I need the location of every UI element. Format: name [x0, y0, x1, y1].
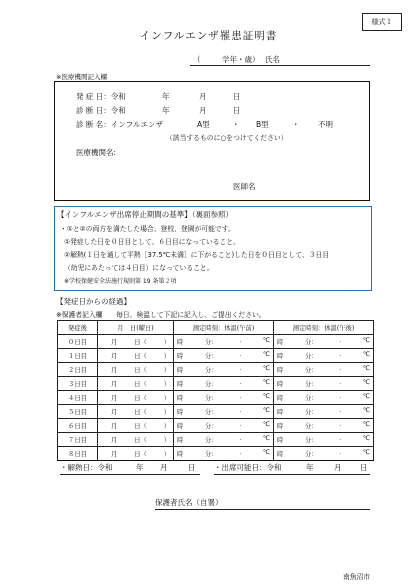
am-temperature-cell: [174, 405, 274, 419]
date-day: 日（: [134, 367, 147, 374]
am-unit: ℃: [262, 337, 270, 344]
day-count: ０日目: [68, 339, 87, 346]
am-hour: 時: [177, 381, 184, 388]
pm-unit: ℃: [362, 379, 370, 386]
fever-end-underline: [60, 474, 200, 475]
table-row: [58, 377, 374, 391]
header-pm-temperature: 測定時刻：体温(午後): [274, 321, 374, 335]
date-day: 日（: [134, 451, 147, 458]
am-decimal: .: [239, 421, 242, 428]
am-temperature-cell: [174, 391, 274, 405]
header-am-temperature: 測定時刻：体温(午前): [174, 321, 274, 335]
pm-decimal: .: [339, 421, 342, 428]
am-minute: 分：: [204, 437, 218, 444]
pm-hour: 時: [277, 409, 284, 416]
guardian-entry-note: ※保護者記入欄 毎日、検温して下記に記入し、ご提出ください。: [56, 311, 266, 319]
pm-minute: 分：: [304, 381, 318, 388]
student-name-underline: [190, 65, 370, 66]
pm-hour: 時: [277, 381, 284, 388]
pm-minute: 分：: [304, 437, 318, 444]
attendance-day: 日: [360, 463, 368, 472]
day-count-cell: [58, 419, 98, 433]
am-temperature-cell: [174, 363, 274, 377]
attendance-underline: [214, 474, 370, 475]
pm-minute: 分：: [304, 409, 318, 416]
attendance-year: 年: [306, 463, 314, 472]
pm-decimal: .: [339, 435, 342, 442]
date-month: 月: [111, 339, 118, 346]
am-minute: 分：: [204, 423, 218, 430]
date-cell: [98, 377, 174, 391]
am-hour: 時: [177, 451, 184, 458]
date-month: 月: [111, 437, 118, 444]
diagnosis-name-label: 診 断 名：インフルエンザ: [76, 120, 163, 129]
type-b-option: B型: [256, 120, 269, 129]
am-unit: ℃: [262, 365, 270, 372]
am-unit: ℃: [262, 449, 270, 456]
day-count: ２日目: [68, 367, 87, 374]
am-hour: 時: [177, 409, 184, 416]
day-count: ５日目: [68, 409, 87, 416]
date-weekday-close: ）: [163, 367, 170, 374]
day-count-cell: [58, 363, 98, 377]
pm-hour: 時: [277, 423, 284, 430]
day-count: ７日目: [68, 437, 87, 444]
attendance-month: 月: [334, 463, 342, 472]
pm-hour: 時: [277, 339, 284, 346]
am-minute: 分：: [204, 451, 218, 458]
date-weekday-close: ）: [163, 437, 170, 444]
date-weekday-close: ）: [163, 423, 170, 430]
am-decimal: .: [239, 379, 242, 386]
am-unit: ℃: [262, 379, 270, 386]
student-name-label: 氏名: [265, 55, 280, 64]
form-id: 様式１: [371, 18, 393, 26]
am-decimal: .: [239, 351, 242, 358]
attendance-date-label: ・出席可能日：令和: [214, 463, 282, 472]
date-weekday-close: ）: [163, 451, 170, 458]
table-row: [58, 447, 374, 461]
date-weekday-close: ）: [163, 409, 170, 416]
am-minute: 分：: [204, 339, 218, 346]
date-month: 月: [111, 367, 118, 374]
issuing-city: 南魚沼市: [343, 573, 371, 581]
pm-hour: 時: [277, 367, 284, 374]
pm-temperature-cell: [274, 419, 374, 433]
date-weekday-close: ）: [163, 381, 170, 388]
date-cell: [98, 433, 174, 447]
onset-date-label: 発 症 日：令和: [76, 92, 126, 101]
day-count: ８日目: [68, 451, 87, 458]
am-unit: ℃: [262, 351, 270, 358]
criteria-line-1: ・①と②の両方を満たした場合、登校、登園が可能です。: [60, 225, 235, 233]
fever-end-day: 日: [188, 463, 196, 472]
pm-temperature-cell: [274, 335, 374, 349]
medical-section-label: ※医療機関記入欄: [56, 73, 107, 81]
criteria-legal-reference: ※学校保健安全法施行規則第 19 条第２項: [64, 278, 177, 285]
date-day: 日（: [134, 437, 147, 444]
am-temperature-cell: [174, 335, 274, 349]
guardian-signature-label: 保護者氏名（自署）: [155, 498, 223, 507]
date-cell: [98, 391, 174, 405]
diagnosis-month: 月: [199, 106, 207, 115]
doctor-label: 医師名: [233, 182, 256, 191]
am-minute: 分：: [204, 381, 218, 388]
pm-decimal: .: [339, 337, 342, 344]
pm-unit: ℃: [362, 393, 370, 400]
pm-hour: 時: [277, 353, 284, 360]
am-temperature-cell: [174, 419, 274, 433]
date-cell: [98, 335, 174, 349]
am-hour: 時: [177, 437, 184, 444]
am-hour: 時: [177, 423, 184, 430]
diagnosis-instruction: （該当するものに○をつけてください）: [166, 134, 288, 142]
table-row: [58, 349, 374, 363]
am-decimal: .: [239, 435, 242, 442]
type-a-option: A型: [197, 120, 210, 129]
fever-end-month: 月: [160, 463, 168, 472]
date-cell: [98, 349, 174, 363]
pm-temperature-cell: [274, 363, 374, 377]
criteria-line-3: ②解熱(１日を通して平熱［37.5℃未満］に下がること)した日を０日目として、３日目: [64, 251, 330, 259]
pm-minute: 分：: [304, 395, 318, 402]
date-month: 月: [111, 423, 118, 430]
date-month: 月: [111, 353, 118, 360]
day-count: ６日目: [68, 423, 87, 430]
guardian-signature-underline: [155, 509, 370, 510]
pm-decimal: .: [339, 393, 342, 400]
table-row: [58, 335, 374, 349]
am-decimal: .: [239, 407, 242, 414]
date-day: 日（: [134, 381, 147, 388]
day-count: １日目: [68, 353, 87, 360]
date-month: 月: [111, 381, 118, 388]
progress-heading: 【発症日からの経過】: [56, 297, 131, 306]
pm-decimal: .: [339, 365, 342, 372]
day-count: ３日目: [68, 381, 87, 388]
pm-hour: 時: [277, 437, 284, 444]
onset-month: 月: [199, 92, 207, 101]
date-cell: [98, 363, 174, 377]
diagnosis-day: 日: [233, 106, 241, 115]
table-row: [58, 405, 374, 419]
day-count-cell: [58, 391, 98, 405]
pm-unit: ℃: [362, 449, 370, 456]
onset-year: 年: [162, 92, 170, 101]
am-temperature-cell: [174, 447, 274, 461]
temperature-log-table: [57, 320, 374, 461]
pm-minute: 分：: [304, 367, 318, 374]
day-count-cell: [58, 349, 98, 363]
pm-temperature-cell: [274, 377, 374, 391]
am-temperature-cell: [174, 433, 274, 447]
pm-unit: ℃: [362, 435, 370, 442]
date-month: 月: [111, 395, 118, 402]
table-row: [58, 391, 374, 405]
pm-hour: 時: [277, 451, 284, 458]
pm-decimal: .: [339, 379, 342, 386]
date-cell: [98, 405, 174, 419]
day-count: ４日目: [68, 395, 87, 402]
date-day: 日（: [134, 423, 147, 430]
date-day: 日（: [134, 409, 147, 416]
pm-unit: ℃: [362, 407, 370, 414]
day-count-cell: [58, 433, 98, 447]
pm-minute: 分：: [304, 339, 318, 346]
pm-decimal: .: [339, 449, 342, 456]
pm-decimal: .: [339, 407, 342, 414]
table-row: [58, 363, 374, 377]
pm-minute: 分：: [304, 353, 318, 360]
unknown-option: 不明: [318, 120, 333, 129]
am-decimal: .: [239, 337, 242, 344]
date-weekday-close: ）: [163, 395, 170, 402]
option-separator-1: ・: [232, 120, 240, 129]
diagnosis-date-label: 診 断 日：令和: [76, 106, 126, 115]
date-cell: [98, 447, 174, 461]
pm-temperature-cell: [274, 447, 374, 461]
pm-unit: ℃: [362, 337, 370, 344]
institution-label: 医療機関名:: [76, 148, 117, 157]
pm-hour: 時: [277, 395, 284, 402]
am-temperature-cell: [174, 349, 274, 363]
am-decimal: .: [239, 365, 242, 372]
date-month: 月: [111, 451, 118, 458]
criteria-line-2: ①発症した日を０日目として、６日目になっていること。: [64, 238, 240, 246]
am-hour: 時: [177, 395, 184, 402]
date-month: 月: [111, 409, 118, 416]
table-row: [58, 419, 374, 433]
am-unit: ℃: [262, 421, 270, 428]
am-minute: 分：: [204, 409, 218, 416]
criteria-line-4: （幼児にあたっては４日目）になっていること。: [64, 264, 214, 272]
table-header-row: [58, 321, 374, 335]
criteria-heading: 【インフルエンザ出席停止期間の基準】（裏面参照）: [57, 210, 233, 219]
pm-temperature-cell: [274, 405, 374, 419]
onset-day: 日: [233, 92, 241, 101]
pm-unit: ℃: [362, 351, 370, 358]
pm-decimal: .: [339, 351, 342, 358]
day-count-cell: [58, 405, 98, 419]
pm-unit: ℃: [362, 365, 370, 372]
diagnosis-year: 年: [162, 106, 170, 115]
date-cell: [98, 419, 174, 433]
table-row: [58, 433, 374, 447]
header-days-after-onset: 発症後: [58, 321, 98, 335]
am-temperature-cell: [174, 377, 274, 391]
date-day: 日（: [134, 353, 147, 360]
fever-end-year: 年: [136, 463, 144, 472]
date-day: 日（: [134, 395, 147, 402]
am-decimal: .: [239, 393, 242, 400]
am-minute: 分：: [204, 353, 218, 360]
student-grade-label: 学年・歳）: [222, 55, 260, 64]
option-separator-2: ・: [292, 120, 300, 129]
document-title: インフルエンザ罹患証明書: [139, 30, 278, 42]
student-open-paren: （: [193, 55, 201, 64]
pm-temperature-cell: [274, 391, 374, 405]
header-date: 月 日(曜日): [98, 321, 174, 335]
pm-temperature-cell: [274, 433, 374, 447]
date-weekday-close: ）: [163, 353, 170, 360]
am-unit: ℃: [262, 435, 270, 442]
am-unit: ℃: [262, 393, 270, 400]
am-decimal: .: [239, 449, 242, 456]
date-weekday-close: ）: [163, 339, 170, 346]
fever-end-date-label: ・解熱日：令和: [60, 463, 113, 472]
am-hour: 時: [177, 353, 184, 360]
pm-minute: 分：: [304, 451, 318, 458]
day-count-cell: [58, 335, 98, 349]
am-minute: 分：: [204, 395, 218, 402]
am-hour: 時: [177, 367, 184, 374]
pm-minute: 分：: [304, 423, 318, 430]
pm-temperature-cell: [274, 349, 374, 363]
pm-unit: ℃: [362, 421, 370, 428]
date-day: 日（: [134, 339, 147, 346]
am-unit: ℃: [262, 407, 270, 414]
am-hour: 時: [177, 339, 184, 346]
day-count-cell: [58, 447, 98, 461]
am-minute: 分：: [204, 367, 218, 374]
day-count-cell: [58, 377, 98, 391]
